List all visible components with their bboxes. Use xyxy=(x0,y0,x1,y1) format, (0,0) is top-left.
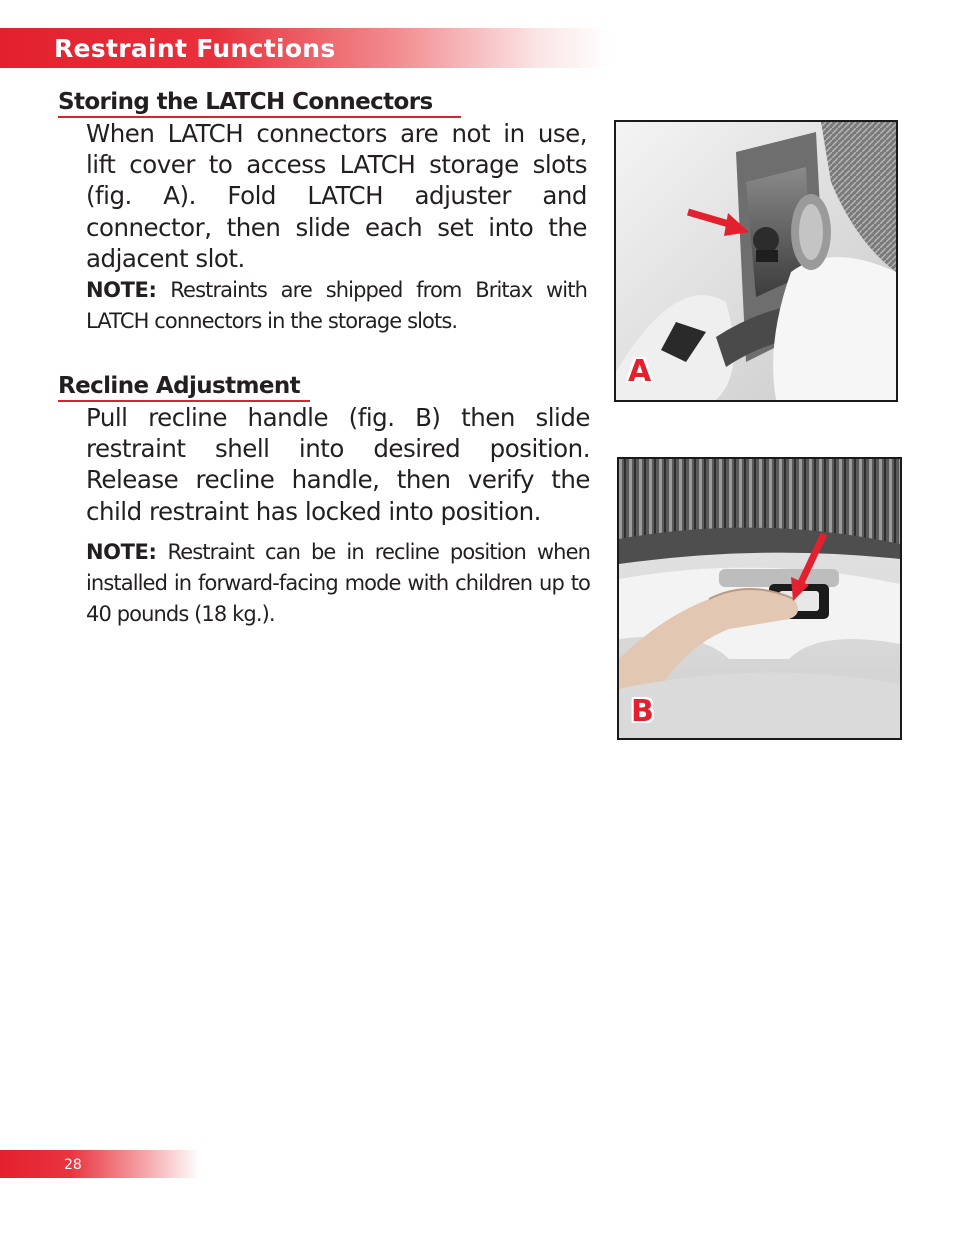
page-number: 28 xyxy=(64,1157,82,1173)
note-label: NOTE: xyxy=(86,278,157,302)
recline-handle-illustration xyxy=(619,459,900,738)
note-text: Restraint can be in recline position when installed in forward-facing mode with children up to 40 pounds (18 kg.). xyxy=(86,540,591,626)
note-text: Restraints are shipped from Britax with LATCH connectors in the storage slots. xyxy=(86,278,587,333)
recline-body: Pull recline handle (fig. B) then slide restraint shell into desired position. Release recline handle, then verify the child restraint has locked into position. xyxy=(86,403,590,526)
figure-label-b: B xyxy=(631,694,654,729)
note-label: NOTE: xyxy=(86,540,157,564)
heading-storing-latch: Storing the LATCH Connectors xyxy=(58,89,433,115)
storing-latch-note xyxy=(86,275,587,337)
storing-latch-body: When LATCH connectors are not in use, lift cover to access LATCH storage slots (fig. A). Fold LATCH adjuster and connector, then slide each set into the adjacent slot. xyxy=(86,119,587,273)
figure-label-a: A xyxy=(628,354,652,389)
figure-b-recline-handle-photo xyxy=(617,457,902,740)
heading-recline-adjustment: Recline Adjustment xyxy=(58,373,301,399)
section-title: Restraint Functions xyxy=(54,34,336,63)
figure-a-latch-storage-photo xyxy=(614,120,898,402)
latch-storage-illustration xyxy=(616,122,896,400)
footer-bar xyxy=(0,1150,200,1178)
recline-note xyxy=(86,537,590,630)
